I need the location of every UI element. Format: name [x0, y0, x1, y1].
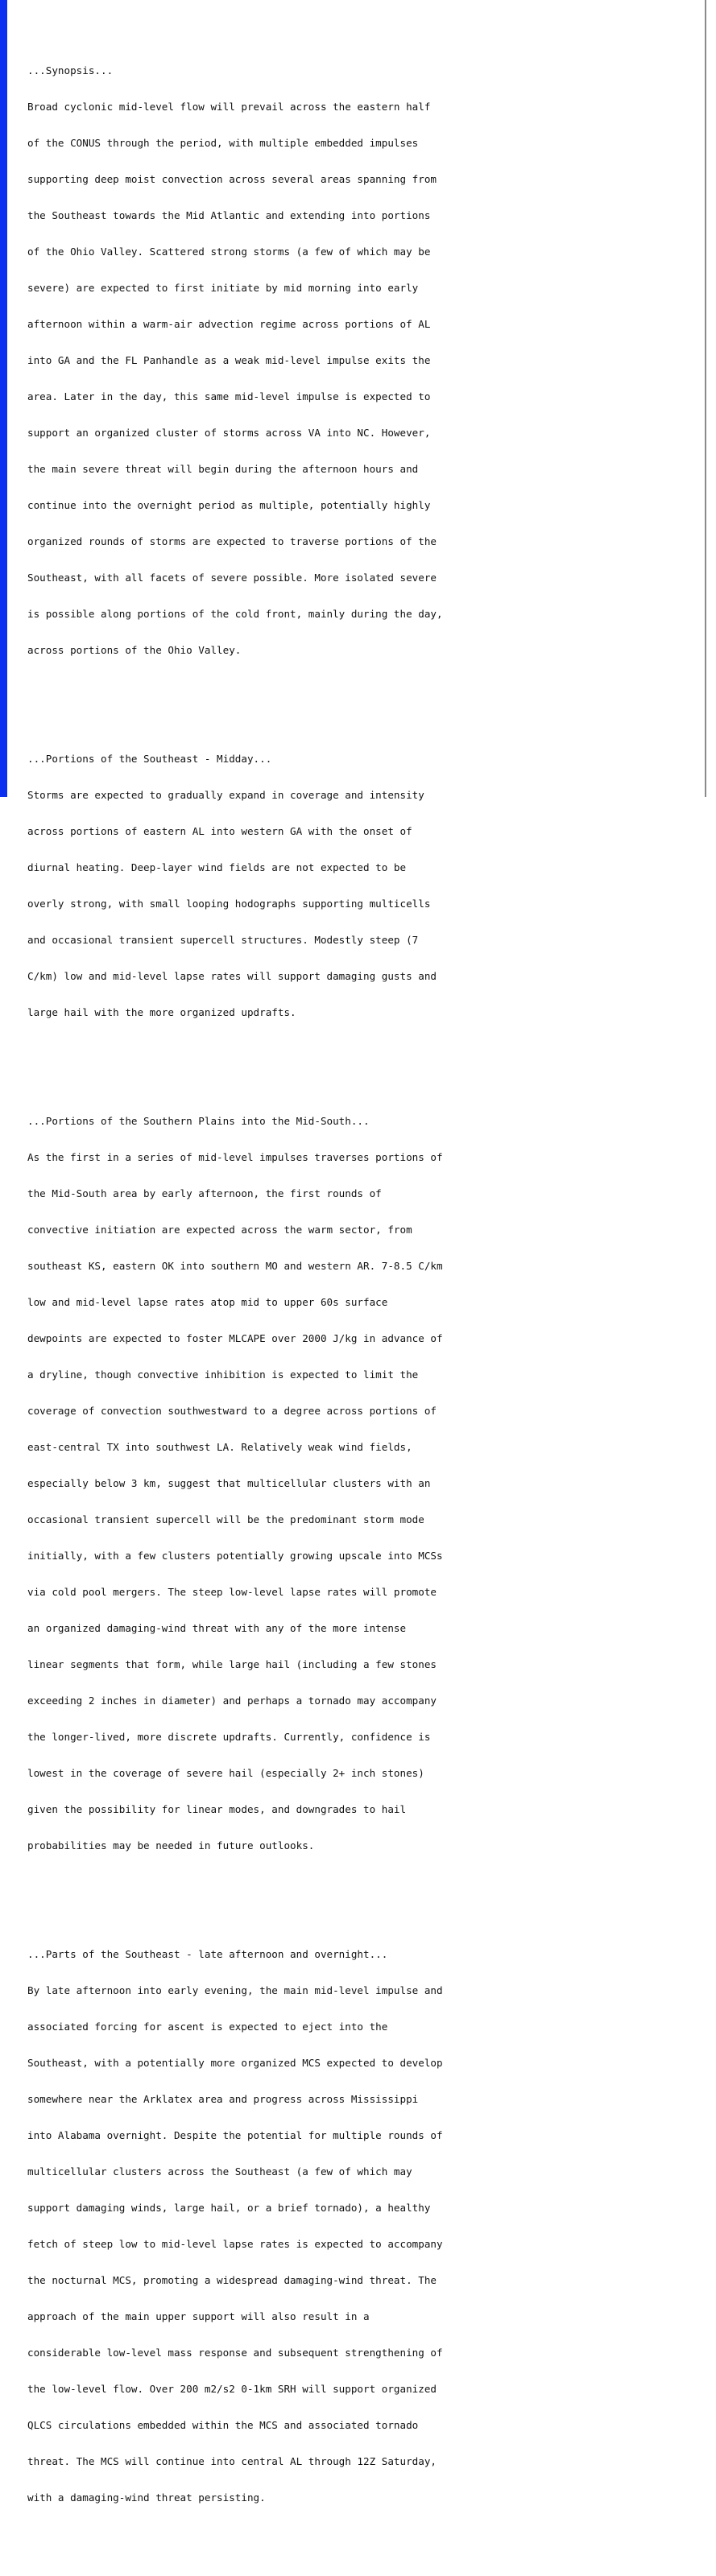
- text-line: the low-level flow. Over 200 m2/s2 0-1km SRH will support organized: [27, 2383, 437, 2395]
- text-line: across portions of the Ohio Valley.: [27, 644, 242, 656]
- text-line: dewpoints are expected to foster MLCAPE over 2000 J/kg in advance of: [27, 1332, 443, 1344]
- text-line: As the first in a series of mid-level impulses traverses portions of: [27, 1151, 443, 1163]
- text-line: support damaging winds, large hail, or a brief tornado), a healthy: [27, 2202, 431, 2214]
- text-line: via cold pool mergers. The steep low-level lapse rates will promote: [27, 1586, 437, 1598]
- section-southeast-midday: [27, 729, 701, 1042]
- text-line: severe) are expected to first initiate by mid morning into early: [27, 282, 419, 294]
- text-line: a dryline, though convective inhibition is expected to limit the: [27, 1368, 419, 1381]
- text-line: Southeast, with a potentially more organized MCS expected to develop: [27, 2057, 443, 2069]
- text-line: QLCS circulations embedded within the MCS and associated tornado: [27, 2419, 419, 2431]
- text-line: Storms are expected to gradually expand in coverage and intensity: [27, 789, 424, 801]
- text-line: support an organized cluster of storms across VA into NC. However,: [27, 427, 431, 439]
- text-line: exceeding 2 inches in diameter) and perhaps a tornado may accompany: [27, 1695, 437, 1707]
- section-heading: ...Portions of the Southeast - Midday...: [27, 753, 272, 765]
- text-line: overly strong, with small looping hodographs supporting multicells: [27, 898, 431, 910]
- section-heading: ...Synopsis...: [27, 64, 114, 76]
- text-line: across portions of eastern AL into western GA with the onset of: [27, 825, 412, 837]
- text-line: linear segments that form, while large hail (including a few stones: [27, 1658, 437, 1670]
- text-line: low and mid-level lapse rates atop mid to upper 60s surface: [27, 1296, 388, 1308]
- text-line: into GA and the FL Panhandle as a weak mid-level impulse exits the: [27, 354, 431, 366]
- text-line: east-central TX into southwest LA. Relatively weak wind fields,: [27, 1441, 412, 1453]
- section-southeast-overnight: [27, 1924, 701, 2528]
- text-line: supporting deep moist convection across several areas spanning from: [27, 173, 437, 185]
- text-line: an organized damaging-wind threat with any of the more intense: [27, 1622, 407, 1634]
- text-line: organized rounds of storms are expected to traverse portions of the: [27, 535, 437, 547]
- text-line: probabilities may be needed in future outlooks.: [27, 1839, 315, 1852]
- text-line: Broad cyclonic mid-level flow will prevail across the eastern half: [27, 101, 431, 113]
- text-line: fetch of steep low to mid-level lapse rates is expected to accompany: [27, 2238, 443, 2250]
- text-line: associated forcing for ascent is expected to eject into the: [27, 2021, 388, 2033]
- text-line: Southeast, with all facets of severe possible. More isolated severe: [27, 572, 437, 584]
- section-southern-plains-mid-south: [27, 1091, 701, 1876]
- text-line: the longer-lived, more discrete updrafts. Currently, confidence is: [27, 1731, 431, 1743]
- text-line: afternoon within a warm-air advection regime across portions of AL: [27, 318, 431, 330]
- text-line: is possible along portions of the cold front, mainly during the day,: [27, 608, 443, 620]
- text-line: convective initiation are expected across the warm sector, from: [27, 1224, 412, 1236]
- text-line: with a damaging-wind threat persisting.: [27, 2491, 266, 2504]
- outlook-discussion-text: [27, 4, 701, 2576]
- text-line: the Southeast towards the Mid Atlantic and extending into portions: [27, 209, 431, 221]
- text-line: southeast KS, eastern OK into southern MO and western AR. 7-8.5 C/km: [27, 1260, 443, 1272]
- text-line: initially, with a few clusters potentially growing upscale into MCSs: [27, 1550, 443, 1562]
- text-line: into Alabama overnight. Despite the potential for multiple rounds of: [27, 2129, 443, 2141]
- text-line: somewhere near the Arklatex area and progress across Mississippi: [27, 2093, 419, 2105]
- text-line: diurnal heating. Deep-layer wind fields are not expected to be: [27, 861, 407, 873]
- text-line: threat. The MCS will continue into central AL through 12Z Saturday,: [27, 2455, 437, 2467]
- text-line: continue into the overnight period as multiple, potentially highly: [27, 499, 431, 511]
- text-line: By late afternoon into early evening, the main mid-level impulse and: [27, 1984, 443, 1996]
- text-line: occasional transient supercell will be the predominant storm mode: [27, 1513, 424, 1525]
- text-line: given the possibility for linear modes, and downgrades to hail: [27, 1803, 407, 1815]
- text-line: large hail with the more organized updrafts.: [27, 1006, 296, 1018]
- text-line: and occasional transient supercell structures. Modestly steep (7: [27, 934, 419, 946]
- text-line: lowest in the coverage of severe hail (especially 2+ inch stones): [27, 1767, 424, 1779]
- right-gutter: [706, 0, 716, 797]
- text-line: coverage of convection southwestward to a degree across portions of: [27, 1405, 437, 1417]
- section-heading: ...Parts of the Southeast - late afternoon and overnight...: [27, 1948, 388, 1960]
- text-line: the main severe threat will begin during the afternoon hours and: [27, 463, 419, 475]
- section-synopsis: [27, 40, 701, 680]
- text-line: C/km) low and mid-level lapse rates will support damaging gusts and: [27, 970, 437, 982]
- left-accent-bar: [0, 0, 7, 797]
- section-heading: ...Portions of the Southern Plains into the Mid-South...: [27, 1115, 370, 1127]
- text-line: approach of the main upper support will also result in a: [27, 2310, 370, 2322]
- text-line: the Mid-South area by early afternoon, the first rounds of: [27, 1187, 382, 1199]
- text-line: multicellular clusters across the Southeast (a few of which may: [27, 2165, 412, 2178]
- text-line: especially below 3 km, suggest that multicellular clusters with an: [27, 1477, 431, 1489]
- text-line: considerable low-level mass response and subsequent strengthening of: [27, 2347, 443, 2359]
- text-line: of the Ohio Valley. Scattered strong storms (a few of which may be: [27, 246, 431, 258]
- text-line: area. Later in the day, this same mid-level impulse is expected to: [27, 390, 431, 402]
- text-line: of the CONUS through the period, with multiple embedded impulses: [27, 137, 419, 149]
- text-line: the nocturnal MCS, promoting a widespread damaging-wind threat. The: [27, 2274, 437, 2286]
